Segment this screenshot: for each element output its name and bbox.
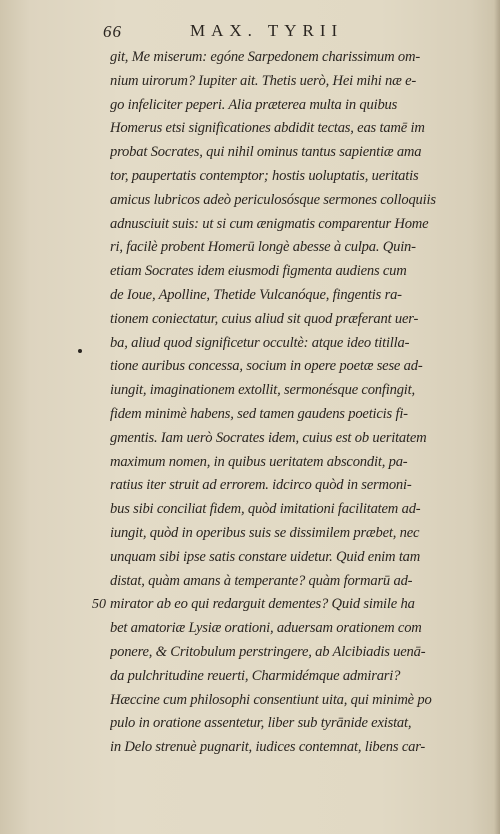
text-line: ponere, & Critobulum perstringere, ab Alcibiadis uenā- xyxy=(110,643,426,660)
page-edge-shadow xyxy=(494,0,500,834)
text-line: ratius iter struit ad errorem. idcirco quòd in sermoni- xyxy=(110,477,412,494)
text-line: tione auribus concessa, socium in opere poetæ sese ad- xyxy=(110,358,423,375)
text-line: mirator ab eo qui redarguit dementes? Quid simile ha xyxy=(110,596,415,613)
text-line: maximum nomen, in quibus ueritatem abscondit, pa- xyxy=(110,453,408,470)
text-line: etiam Socrates idem eiusmodi figmenta audiens cum xyxy=(110,263,407,280)
text-line: bus sibi conciliat fidem, quòd imitationi facilitatem ad- xyxy=(110,501,421,518)
text-line: amicus lubricos adeò periculosósque sermones colloquiis xyxy=(110,191,436,208)
text-line: nium uirorum? Iupiter ait. Thetis uerò, Hei mihi næ e- xyxy=(110,72,417,89)
text-line: ri, facilè probent Homerū longè abesse à culpa. Quin- xyxy=(110,239,416,256)
margin-line-number: 50 xyxy=(92,597,106,612)
text-line: iungit, quòd in operibus suis se dissimilem præbet, nec xyxy=(110,524,420,541)
running-head: MAX. TYRII xyxy=(190,21,344,40)
text-line: bet amatoriæ Lysiæ orationi, aduersam orationem com xyxy=(110,620,422,637)
text-line: Homerus etsi significationes abdidit tectas, eas tamē im xyxy=(110,120,425,137)
text-line: probat Socrates, qui nihil ominus tantus sapientiæ ama xyxy=(110,144,422,161)
text-line: tionem coniectatur, cuius aliud sit quod præferant uer- xyxy=(110,310,419,327)
ink-mark xyxy=(78,349,82,353)
text-line: distat, quàm amans à temperante? quàm formarū ad- xyxy=(110,572,413,589)
text-line: ba, aliud quod significetur occultè: atque ideo titilla- xyxy=(110,334,410,351)
text-line: unquam sibi ipse satis constare uidetur. Quid enim tam xyxy=(110,548,421,565)
text-line: go infeliciter peperi. Alia præterea multa in quibus xyxy=(110,96,398,113)
text-line: iungit, imaginationem extollit, sermonésque confingit, xyxy=(110,382,415,399)
text-line: pulo in oratione assentetur, liber sub tyrānide existat, xyxy=(110,715,412,732)
text-line: da pulchritudine reuerti, Charmidémque admirari? xyxy=(110,667,401,684)
text-line: adnusciuit suis: ut si cum ænigmatis comparentur Home xyxy=(110,215,429,232)
body-text xyxy=(110,46,475,760)
text-line: fidem minimè habens, sed tamen gaudens poeticis fi- xyxy=(110,405,408,422)
text-line: tor, paupertatis contemptor; hostis uoluptatis, ueritatis xyxy=(110,167,419,184)
text-line: Hæccine cum philosophi consentiunt uita, qui minimè po xyxy=(110,691,432,708)
text-line: gmentis. Iam uerò Socrates idem, cuius est ob ueritatem xyxy=(110,429,427,446)
text-line: in Delo strenuè pugnarit, iudices contemnat, libens car- xyxy=(110,739,426,756)
text-line: de Ioue, Apolline, Thetide Vulcanóque, fingentis ra- xyxy=(110,286,402,303)
text-line: git, Me miserum: egóne Sarpedonem charissimum om- xyxy=(110,49,420,65)
page-number: 66 xyxy=(103,22,122,41)
